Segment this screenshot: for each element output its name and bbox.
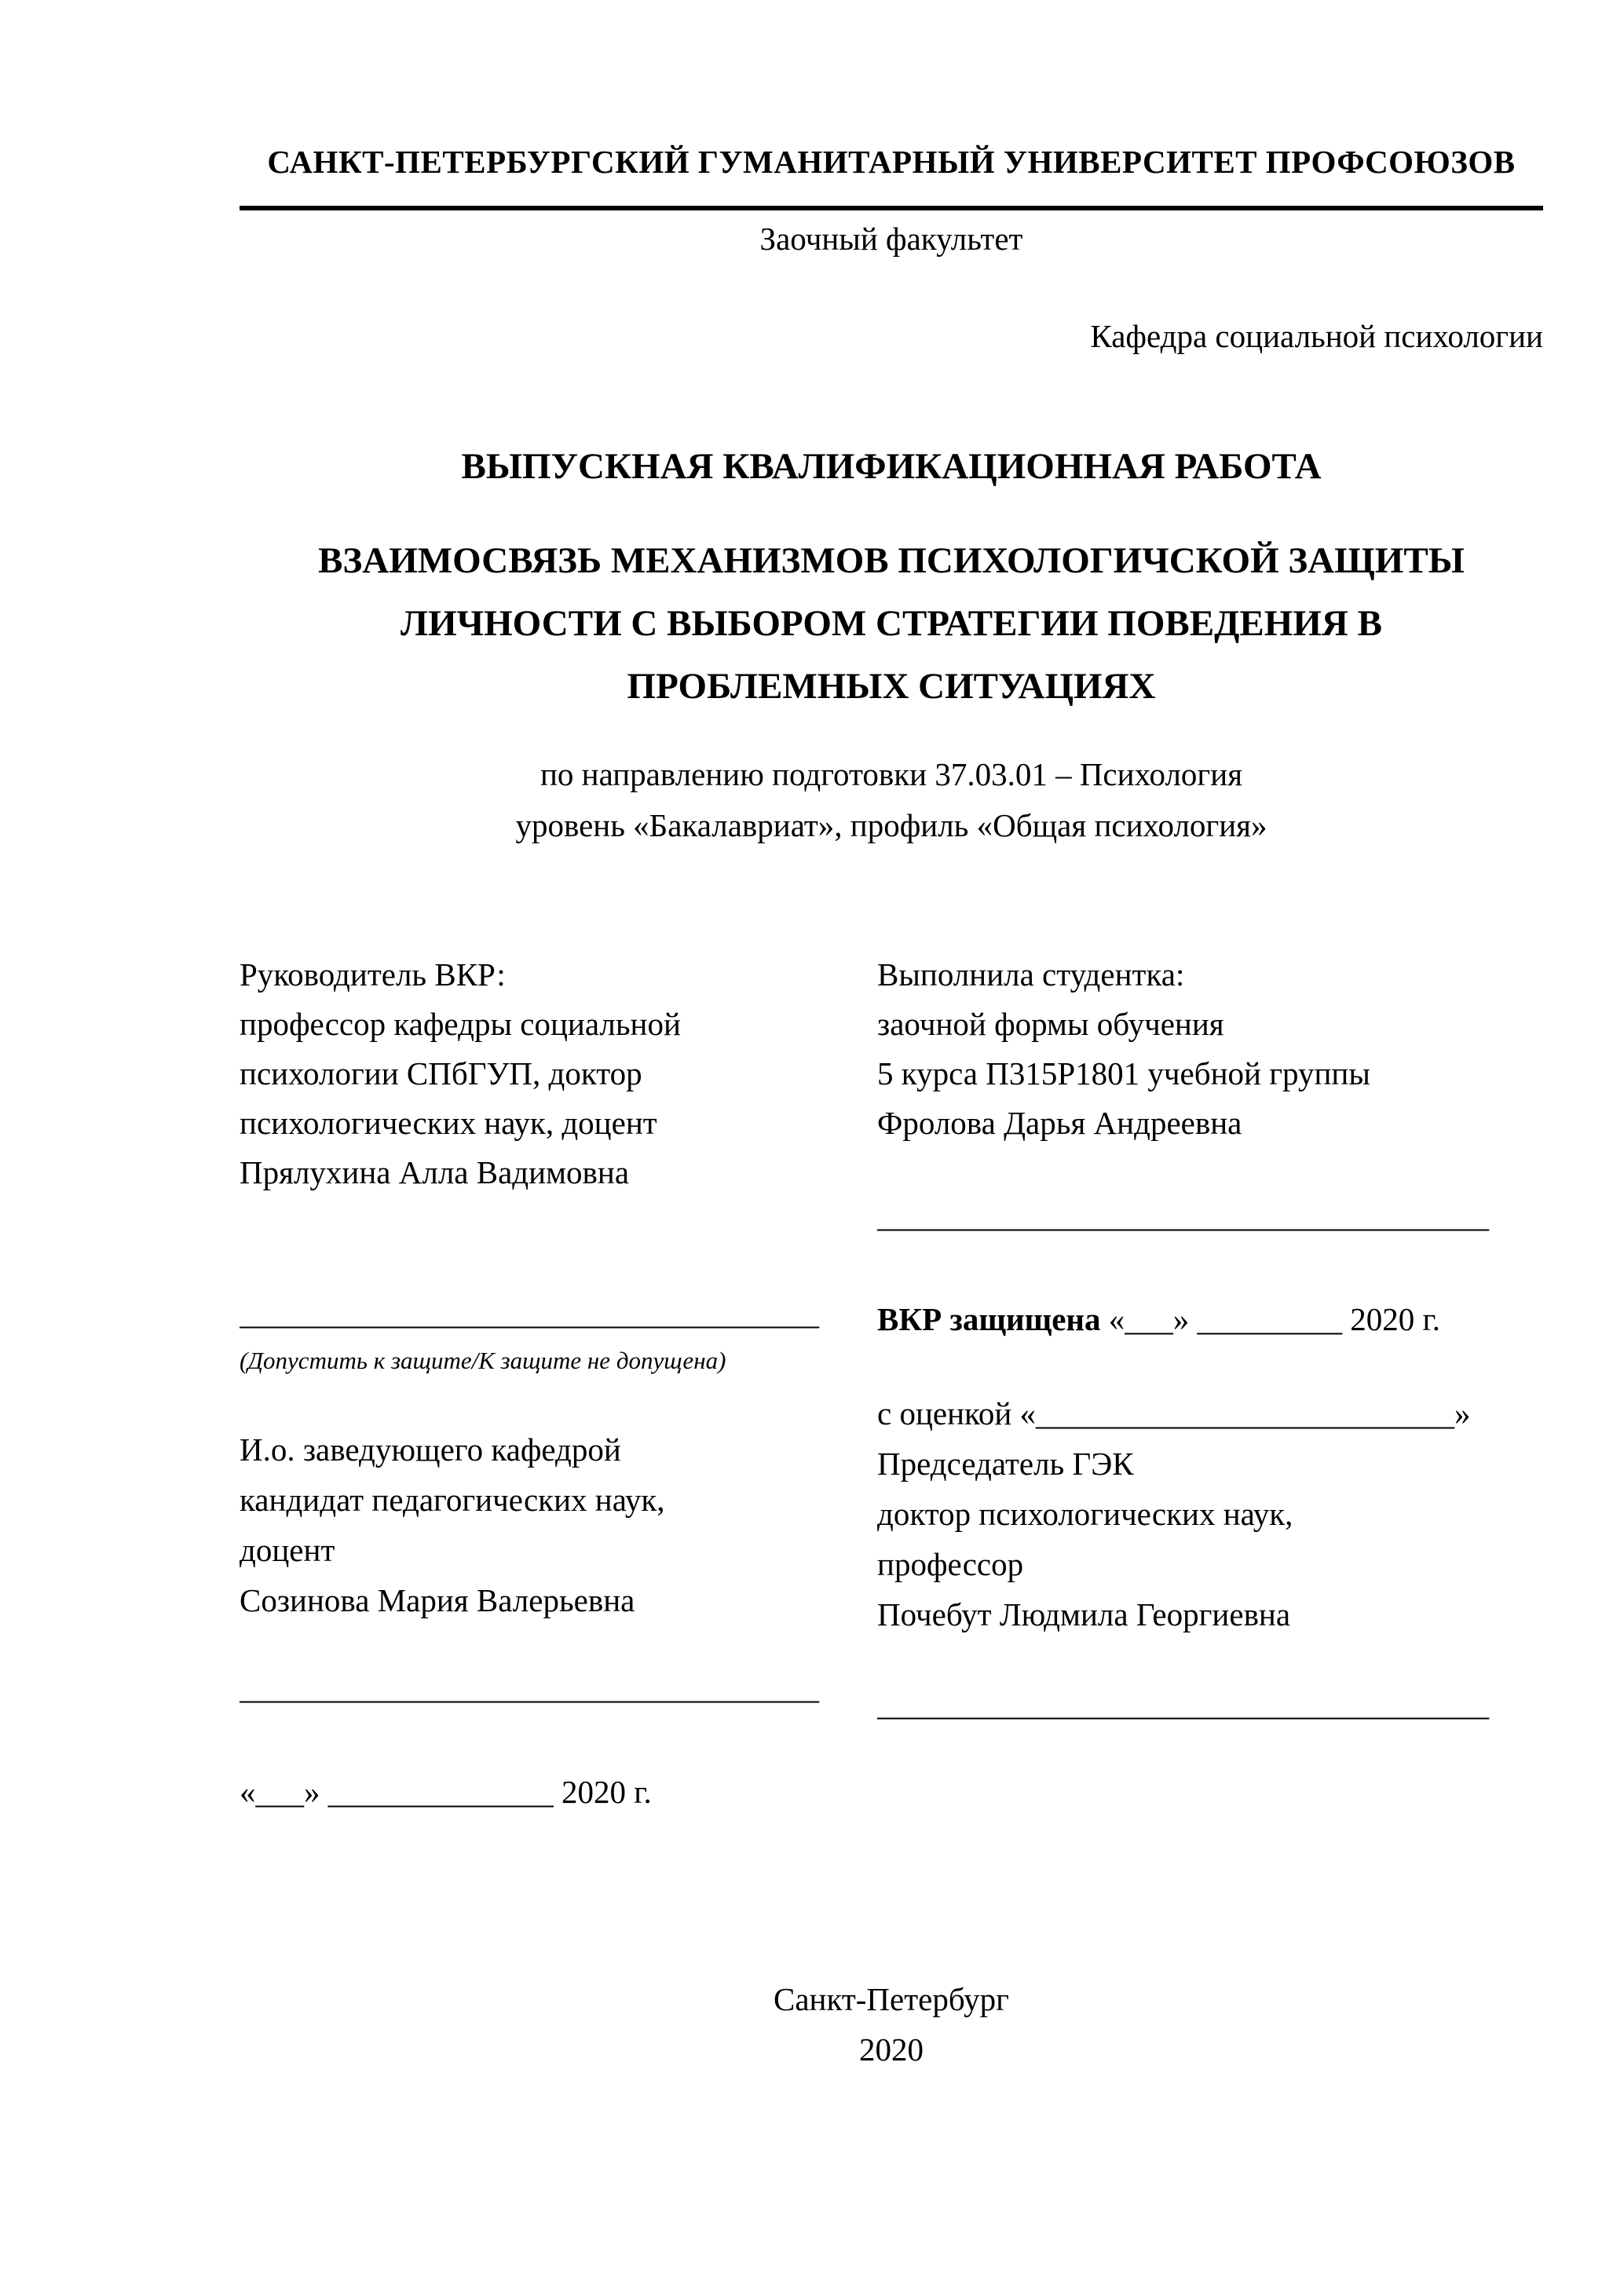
- signatures-section: [240, 950, 1543, 1817]
- supervisor-name: Прялухина Алла Вадимовна: [240, 1154, 630, 1190]
- supervisor-line-1: профессор кафедры социальной: [240, 1006, 681, 1042]
- defense-date-blanks: «___» _________ 2020 г.: [1100, 1301, 1440, 1337]
- admission-signature-line: ____________________________________: [240, 1295, 819, 1331]
- grade-line: с оценкой «__________________________»: [877, 1395, 1471, 1431]
- city-name: Санкт-Петербург: [774, 1981, 1009, 2017]
- thesis-title-line-3: ПРОБЛЕМНЫХ СИТУАЦИЯХ: [627, 666, 1156, 707]
- defense-date-line: [877, 1295, 1543, 1344]
- department-head-block: [240, 1424, 822, 1625]
- university-name: САНКТ-ПЕТЕРБУРГСКИЙ ГУМАНИТАРНЫЙ УНИВЕРСИТЕТ ПРОФСОЮЗОВ: [240, 141, 1543, 210]
- thesis-title-line-1: ВЗАИМОСВЯЗЬ МЕХАНИЗМОВ ПСИХОЛОГИЧСКОЙ ЗАЩИТЫ: [318, 540, 1465, 581]
- faculty-name: Заочный факультет: [759, 221, 1023, 257]
- department-head-line-3: доцент: [240, 1532, 335, 1568]
- defense-date-label: ВКР защищена: [877, 1301, 1101, 1337]
- student-column: [877, 950, 1543, 1729]
- supervisor-line-2: психологии СПбГУП, доктор: [240, 1055, 642, 1091]
- year-label: 2020: [859, 2031, 924, 2067]
- supervisor-heading: Руководитель ВКР:: [240, 956, 506, 993]
- student-line-2: 5 курса П315Р1801 учебной группы: [877, 1055, 1370, 1091]
- committee-block: [877, 1439, 1543, 1640]
- admission-note: (Допустить к защите/К защите не допущена): [240, 1347, 726, 1374]
- thesis-title: [240, 529, 1543, 718]
- student-line-1: заочной формы обучения: [877, 1006, 1224, 1042]
- department-head-name: Созинова Мария Валерьевна: [240, 1582, 635, 1618]
- student-signature-line: ______________________________________: [877, 1197, 1489, 1234]
- supervisor-column: [240, 950, 822, 1817]
- program-level: уровень «Бакалавриат», профиль «Общая психология»: [515, 807, 1267, 843]
- committee-chair-name: Почебут Людмила Георгиевна: [877, 1596, 1291, 1632]
- department-head-line-2: кандидат педагогических наук,: [240, 1482, 665, 1518]
- department-name: Кафедра социальной психологии: [1090, 318, 1543, 354]
- admission-date-line: «___» ______________ 2020 г.: [240, 1774, 652, 1810]
- work-type-heading: ВЫПУСКНАЯ КВАЛИФИКАЦИОННАЯ РАБОТА: [461, 446, 1322, 487]
- committee-chair-heading: Председатель ГЭК: [877, 1446, 1134, 1482]
- student-heading: Выполнила студентка:: [877, 956, 1185, 993]
- supervisor-line-3: психологических наук, доцент: [240, 1105, 657, 1141]
- program-direction: по направлению подготовки 37.03.01 – Психология: [540, 756, 1243, 792]
- program-block: [240, 749, 1543, 851]
- committee-chair-signature-line: ______________________________________: [877, 1686, 1489, 1722]
- footer: [240, 1974, 1543, 2075]
- committee-chair-rank: профессор: [877, 1546, 1024, 1582]
- department-head-signature-line: ____________________________________: [240, 1669, 819, 1706]
- department-head-line-1: И.о. заведующего кафедрой: [240, 1431, 621, 1468]
- committee-chair-degree: доктор психологических наук,: [877, 1496, 1293, 1532]
- thesis-title-line-2: ЛИЧНОСТИ С ВЫБОРОМ СТРАТЕГИИ ПОВЕДЕНИЯ В: [401, 603, 1382, 644]
- student-name: Фролова Дарья Андреевна: [877, 1105, 1242, 1141]
